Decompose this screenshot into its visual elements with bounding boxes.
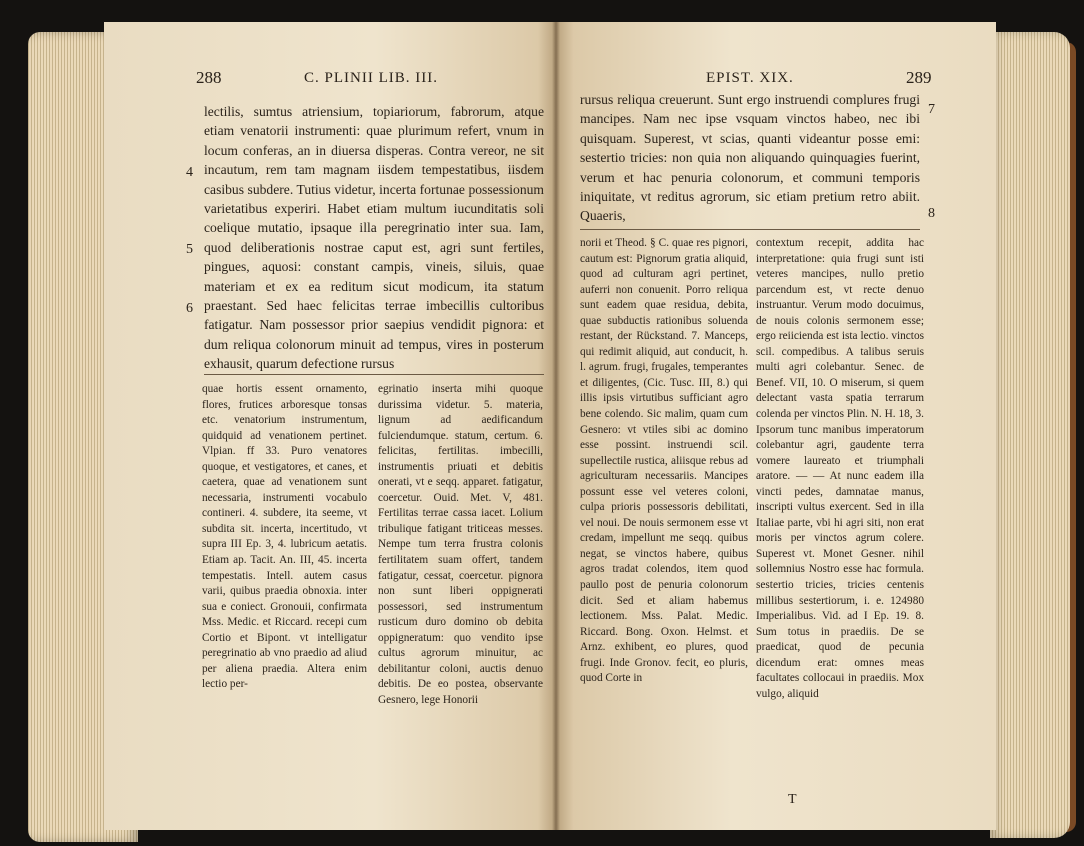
book-spread [14, 12, 1076, 842]
left-page [104, 22, 556, 830]
footnote-divider [204, 374, 544, 375]
right-page [556, 22, 996, 830]
left-margin-number: 5 [186, 242, 193, 257]
right-notes-column-2: contextum recepit, addita hac interpretatione: quia frugi sunt isti veteres mancipes, nullo pretio parcendum est, vt recte denuo instruantur. Verum modo docuimus, de nouis colonis sermonem esse; ergo reiicienda est ista lectio. vinctos scil. compedibus. A talibus seruis multi agri colebantur. Senec. de Benef. VII, 10. O miserum, si quem delectant vasta spatia terrarum colenda per vinctos Plin. N. H. 18, 3. Ipsorum tunc manibus imperatorum colebantur agri, gaudente terra vomere laureato et triumphali aratore. — — At nunc eadem illa vincti pedes, damnatae manus, inscripti vultus exercent. Sed in illa Italiae parte, vbi hi agri siti, non erat moris per vinctos agrum colere. Superest vt. Monet Gesner. nihil sollemnius Nostro esse hac formula. sestertio tricies, tricies centenis millibus sestertiorum, i. e. 124980 Imperialibus. Vid. ad I Ep. 19. 8. Sum totus in praediis. De se praedicat, quod de pecunia dicendum erat: omnes meas facultates collocaui in praediis. Mox vulgo, aliquid [756, 237, 924, 700]
right-page-edges [990, 32, 1070, 838]
right-margin-number: 7 [928, 102, 935, 117]
left-notes-column-2: egrinatio inserta mihi quoque durissima videtur. 5. materia, lignum ad aedificandum fulciendumque. statum, certum. 6. felicitas, fertilitas. imbecilli, instrumentis priuati et debitis onerati, vt e seqq. apparet. fatigatur, coercetur. Ouid. Met. V, 481. Fertilitas terrae cassa iacet. Lolium tribulique fatigant triticeas messes. Nempe tum terra frustra colonis fertilitatem suam offert, tandem fatigatur, cessat, coercetur. pignora non sunt liberi oppignerati possessori, sed instrumentum rusticum duro domino ob debita oppigneratum: quo vendito ipse cultus agrorum minuitur, ac debilitantur coloni, auctis denuo debitis. De eo postea, observante Gesnero, lege Honorii [378, 383, 543, 706]
left-notes-column-1: quae hortis essent ornamento, flores, frutices arboresque tonsas etc. venatorium instrumentum, quidquid ad venationem pertinet. Vlpian. ff 33. Puro venatores quoque, et vestigatores, et canes, et caetera, quae ad venationem sunt necessaria, instrumenti vocabulo contineri. 4. subdere, ita seeme, vt subdita sit. incerta, incertitudo, vt supra III Ep. 3, 4. lubricum aetatis. Etiam ap. Tacit. An. III, 45. incerta tempestatis. Intell. autem casus varii, quibus praedia obnoxia. inter sua e coniect. Gronouii, confirmata Mss. Medic. et Riccard. recepi cum Cortio et Bipont. vt intelligatur peregrinatio ab vno praedio ad aliud per aliena praedia. Altera enim lectio per- [202, 383, 367, 691]
footnote-divider [580, 229, 920, 230]
right-notes-column-1: norii et Theod. § C. quae res pignori, cautum est: Pignorum gratia aliquid, quod ad culturam agri pertinet, auferri non conuenit. Porro reliqua sunt eadem quae residua, debita, quae subductis rationibus soluenda restant, der Rückstand. 7. Manceps, qui redimit aliquid, aut conducit, h. l. agrum. frugi, frugales, temperantes et diligentes, (Cic. Tusc. III, 8.) qui illis ipsis virtutibus sufficiant agro bene colendo. Sic malim, quam cum Gesnero: vt vtiles sibi ac domino esse possint. instruendi scil. supellectile rustica, aliisque rebus ad agriculturam necessariis. Mancipes possunt esse vel veteres coloni, culpa prioris possessoris debilitati, vel noui. De nouis sermonem esse vt credam, impellunt me seqq. quibus negat, se vinctos habere, quibus agros tradat colendos, item quod paullo post de penuria colonorum dicit. Sed et aliam habemus lectionem. Mss. Palat. Medic. Riccard. Bong. Oxon. Helmst. et Arnz. exhibent, eo plures, quod frugi. Inde Gronov. fecit, eo pluris, quod Corte in [580, 237, 748, 685]
left-margin-number: 6 [186, 301, 193, 316]
left-running-head: C. PLINII LIB. III. [304, 70, 438, 86]
left-folio: 288 [196, 68, 222, 87]
right-folio: 289 [906, 68, 932, 87]
right-margin-number: 8 [928, 206, 935, 221]
right-running-head: EPIST. XIX. [706, 70, 794, 86]
signature-mark: T [788, 792, 797, 807]
book-gutter [552, 22, 560, 830]
right-main-text: rursus reliqua creuerunt. Sunt ergo instruendi complures frugi mancipes. Nam nec ipse vsquam vinctos habeo, nec ibi quisquam. Superest, vt scias, quanti videantur posse emi: sestertio tricies: non quia non aliquando quinquagies fuerint, verum et hac penuria colonorum, et communi temporis iniquitate, vt reditus agrorum, sic etiam pretium retro abiit. Quaeris, [580, 92, 920, 224]
left-margin-number: 4 [186, 165, 193, 180]
left-main-text: lectilis, sumtus atriensium, topiariorum, fabrorum, atque etiam venatorii instrumenti: quae plurimum refert, vnum in locum conferas, an in diuersa disperas. Contra vereor, ne sit incautum, rem tam magnam iisdem tempestatibus, iisdem casibus subdere. Tutius videtur, incerta fortunae possessionum varietatibus experiri. Habet etiam multum iucunditatis soli coelique mutatio, ipsaque illa peregrinatio inter sua. Iam, quod deliberationis nostrae caput est, agri sunt fertiles, pingues, aquosi: constant campis, vineis, siluis, quae materiam et ex ea reditum sicut modicum, ita statum praestant. Sed haec felicitas terrae imbecillis cultoribus fatigatur. Nam possessor prior saepius vendidit pignora: et dum reliqua colonorum minuit ad tempus, vires in posterum exhausit, quarum defectione rursus [204, 104, 544, 372]
